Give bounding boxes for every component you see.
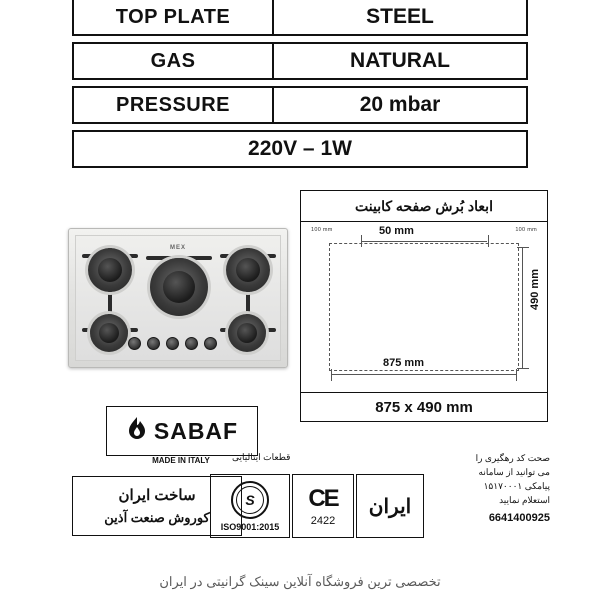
voltage-value: 220V – 1W [248, 137, 352, 160]
width-dim-tick-right [516, 369, 517, 381]
support-phone-number: 6641400925 [488, 511, 550, 524]
hob-top-plate [75, 235, 281, 361]
height-dimension-line [522, 247, 523, 369]
spec-value: NATURAL [350, 49, 450, 72]
knob [166, 337, 179, 350]
burner-front-right [226, 248, 270, 292]
burner-center [150, 258, 208, 316]
burner-front-left [88, 248, 132, 292]
control-knobs [128, 337, 217, 350]
hob-brand-mark: MEX [169, 245, 187, 251]
ce-number: 2422 [310, 515, 336, 527]
support-line-3: پیامکی ۱۵۱۷۰۰۰۱ [483, 480, 550, 491]
top-dim-tick-left [361, 235, 362, 247]
height-dim-tick-top [517, 247, 529, 248]
tracking-code-support [430, 452, 550, 527]
cutout-canvas [301, 221, 547, 393]
top-dim-tick-right [488, 235, 489, 247]
manufacturer-name: کوروش صنعت آذین [104, 510, 210, 525]
knob [147, 337, 160, 350]
knob [204, 337, 217, 350]
sabaf-wordmark: SABAF [153, 417, 239, 444]
made-in-iran-label: ساخت ایران [118, 487, 196, 504]
support-line-4: استعلام نمایید [499, 494, 550, 505]
iso-seal-letter: S [245, 491, 255, 508]
height-dimension-label: 490 mm [529, 269, 541, 310]
width-dim-tick-left [331, 369, 332, 381]
spec-label: PRESSURE [74, 88, 274, 122]
footer-tagline: تخصصی ترین فروشگاه آنلاین سینک گرانیتی در ایران [159, 574, 441, 589]
knob [185, 337, 198, 350]
iso-seal-icon [231, 481, 269, 519]
sabaf-fa-caption: قطعات ایتالیایی [232, 452, 291, 462]
spec-label: GAS [74, 44, 274, 78]
iso-certificate-box [210, 474, 290, 538]
spec-value: 20 mbar [359, 93, 441, 116]
sabaf-made-in: MADE IN ITALY [152, 456, 210, 465]
knob [128, 337, 141, 350]
cabinet-cutout-diagram [300, 190, 548, 422]
ce-icon: CE [308, 485, 338, 512]
table-row [72, 0, 528, 36]
burner-rear-left [90, 314, 128, 352]
isiri-standard-box [356, 474, 424, 538]
corner-dim-left: 100 mm [311, 227, 333, 233]
table-row [72, 42, 528, 80]
spec-table [72, 0, 528, 174]
height-dim-tick-bottom [517, 368, 529, 369]
iso-standard-label: ISO9001:2015 [220, 521, 280, 532]
sabaf-flame-icon [126, 416, 148, 447]
corner-dim-right: 100 mm [515, 227, 537, 233]
width-dimension-label: 875 mm [383, 357, 424, 369]
width-dimension-line [331, 374, 517, 375]
ce-mark-box [292, 474, 354, 538]
hob-product-image [68, 228, 288, 368]
cutout-dashed-rect [329, 243, 519, 371]
sabaf-logo-box [106, 406, 258, 456]
support-line-1: صحت کد رهگیری را [475, 453, 550, 463]
support-line-2: می توانید از سامانه [478, 466, 550, 477]
table-row-voltage [72, 130, 528, 168]
isiri-logo-icon: ایران [368, 495, 412, 518]
burner-rear-right [228, 314, 266, 352]
spec-label: TOP PLATE [74, 0, 274, 34]
table-row [72, 86, 528, 124]
top-dimension-line [361, 241, 487, 242]
top-dimension-label: 50 mm [379, 225, 414, 237]
cutout-title: ابعاد بُرش صفحه کابینت [301, 191, 547, 222]
spec-value: STEEL [366, 5, 434, 28]
cutout-footer-dimension: 875 x 490 mm [301, 392, 547, 421]
hob-body [68, 228, 288, 368]
